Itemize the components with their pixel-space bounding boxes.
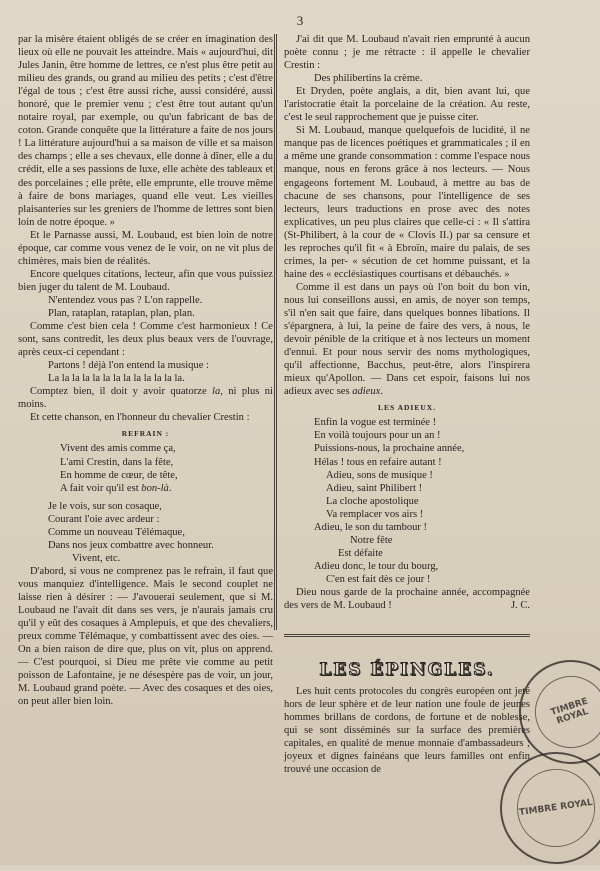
- paragraph: [18, 385, 273, 411]
- refrain-line: [18, 482, 273, 495]
- stamp-text: TIMBRE ROYAL: [549, 696, 590, 727]
- refrain-line: L'ami Crestin, dans la fête,: [60, 456, 174, 468]
- stamp-inner-ring: [512, 764, 600, 852]
- text-run: Dieu nous garde de la prochaine année, accompagnée des vers de M. Loubaud !: [284, 586, 530, 612]
- text-run: .: [380, 386, 383, 398]
- adieux-line: Adieu, le son du tambour !: [314, 521, 428, 533]
- stamp-inner-ring: [526, 667, 600, 758]
- song-line: Comme un nouveau Télémaque,: [48, 526, 185, 538]
- paragraph: D'abord, si vous ne comprenez pas le refrain, il faut que vous manquiez d'intelligence. Mais le second couplet ne laisse rien à désirer : — J'avouerai seulement, que si M. Loubaud ne l'avait dit dans ses vers, je n'aurais jamais cru qu'il y eût des cosaques à Amplepuis, et que des chevaliers, preux comme Télémaque, y combattissent avec des oies. — On a bien raison de dire que, plus on vit, plus on apprend. — C'est pourquoi, si Dieu me prête vie comme au petit poisson de Lafontaine, je ne désespère pas de voir, un jour, M. Loubaud grand poète. — Avec des cosaques et des oies, on peut aller bien loin.: [18, 565, 273, 708]
- refrain-line: Vivent des amis comme ça,: [60, 443, 176, 455]
- verse-line: La la la la la la la la la la la la la.: [48, 373, 185, 385]
- song-line: Je le vois, sur son cosaque,: [48, 500, 162, 512]
- paragraph: Et cette chanson, en l'honneur du chevalier Crestin :: [30, 412, 250, 424]
- adieux-line: Va remplacer vos airs !: [326, 508, 424, 520]
- paragraph: Encore quelques citations, lecteur, afin que vous puissiez bien juger du talent de M. Loubaud.: [18, 268, 273, 293]
- text-run: .: [168, 482, 172, 494]
- section-rule: [284, 636, 530, 637]
- adieux-line: Est défaite: [338, 547, 383, 559]
- section-heading-block: [284, 660, 530, 680]
- adieux-label: LES ADIEUX.: [377, 403, 437, 413]
- adieux-line: Adieu, saint Philibert !: [326, 482, 423, 494]
- adieux-line: Hélas ! tous en refaire autant !: [314, 456, 442, 468]
- paragraph: par la misère étaient obligés de se créer en imagination des lieux où elle ne pouvait les atteindre. Mais « aujourd'hui, dit Jules Janin, être homme de lettres, ce n'est plus être petit au milieu des grands, ou grand au milieu des petits ; c'est d'être l'égal de tous ; c'est être aussi riche, aussi considéré, aussi honoré, que le premier venu ; c'est être tout autant qu'un notaire royal, par exemple, ou qu'un fabricant de bas de coton. Grande conquête que la littérature a faite de nos jours ! La littérature aujourd'hui a sa maison de ville et sa maison des champs ; elle a ses chevaux, elle donne à dîner, elle a du crédit, elle a ses passions de luxe, elle achète des tableaux et des porcelaines ; elle prête, elle emprunte, elle trouve même à faire de bons mariages, quand elle veut. Les vieilles plaisanteries sur les greniers de l'homme de lettres sont bien loin de notre époque. »: [18, 34, 273, 228]
- stamp-text: TIMBRE ROYAL: [518, 797, 594, 819]
- section-rule: [284, 634, 530, 635]
- song-end: Vivent, etc.: [72, 552, 121, 564]
- verse-line: Des philibertins la crème.: [314, 73, 423, 85]
- column-rule: [276, 34, 277, 630]
- adieux-line: Adieu donc, le tour du bourg,: [314, 560, 439, 572]
- text-run: A fait voir qu'il est: [60, 482, 142, 494]
- adieux-line: C'en est fait dès ce jour !: [326, 573, 431, 585]
- section-heading: LES ÉPINGLES.: [319, 660, 495, 680]
- paragraph: Les huit cents protocoles du congrès européen ont jeté hors de leur sphère et de leur nation une foule de jeunes hommes brillans de cordons, de fortune et de noblesse, qui se sont disséminés sur la surface des premières capitales, en qualité de menue monnaie d'ambassadeurs ; joyeux et dignes fainéans que leurs familles ont enfin trouvé une occasion de: [284, 686, 530, 776]
- paragraph: J'ai dit que M. Loubaud n'avait rien emprunté à aucun poète connu ; je me rétracte : il appelle le chevalier Crestin :: [284, 34, 530, 72]
- text-run: Comptez bien, il doit y avoir quatorze: [30, 386, 213, 398]
- emphasis: adieux: [352, 386, 381, 398]
- verse-line: Partons ! déjà l'on entend la musique :: [48, 360, 209, 372]
- paragraph: Et Dryden, poète anglais, a dit, bien avant lui, que l'aristocratie était la porcelaine de la création. Au reste, c'est le seul rapprochement que je puisse citer.: [284, 86, 530, 124]
- verse-line: Plan, rataplan, rataplan, plan, plan.: [48, 307, 195, 319]
- paragraph: Et le Parnasse aussi, M. Loubaud, est bien loin de notre époque, car comme vous venez de le voir, on ne vit plus de chimères, mais bien de réalités.: [18, 229, 273, 267]
- refrain-line: En homme de cœur, de tête,: [60, 469, 178, 481]
- signature: J. C.: [510, 600, 530, 612]
- song-line: Courant l'oie avec ardeur :: [48, 513, 160, 525]
- emphasis: la: [212, 386, 221, 398]
- page-number: 3: [296, 13, 304, 28]
- adieux-line: Enfin la vogue est terminée !: [314, 417, 437, 429]
- verse-line: N'entendez vous pas ? L'on rappelle.: [48, 294, 203, 306]
- adieux-line: Adieu, sons de musique !: [326, 469, 433, 481]
- text-run: Comme il est dans un pays où l'on boit du bon vin, nous lui conseillons aussi, en amis, de noyer son temps, s'il n'en sait que faire, dans quelques bonnes libations. Il s'épargnera, à lui, la peine de faire des vers, à nous, le devoir pénible de la critique et à nos lecteurs un moment d'ennui. Et pour nous servir des noms mythologiques, qu'il affectionne, Bacchus, peut-être, alors l'inspirera mieux qu'Apollon. — Dans cet espoir, faisons lui nos adieux avec ses: [284, 281, 530, 398]
- left-column: [18, 33, 273, 708]
- right-column: [284, 33, 530, 612]
- song-line: Dans nos jeux combattre avec honneur.: [48, 539, 214, 551]
- paragraph: Comme c'est bien cela ! Comme c'est harmonieux ! Ce sont, sans contredit, les deux plus beaux vers de l'ouvrage, après ceux-ci cependant :: [18, 321, 273, 359]
- column-rule: [274, 34, 275, 630]
- adieux-line: La cloche apostolique: [326, 495, 419, 507]
- refrain-label: REFRAIN :: [121, 429, 170, 439]
- adieux-line: En voilà toujours pour un an !: [314, 430, 441, 442]
- adieux-line: Puissions-nous, la prochaine année,: [314, 443, 465, 455]
- text-run: , ni plus ni moins.: [18, 386, 273, 411]
- paragraph: [284, 586, 530, 612]
- paragraph: [284, 281, 530, 398]
- adieux-line: Notre fête: [350, 534, 393, 546]
- paragraph: Si M. Loubaud, manque quelquefois de lucidité, il ne manque pas de licences poétiques et grammaticales ; il en a même une grande consommation : comme l'espace nous manque, nous en ferons grâce à nos lecteurs. — Nous engageons fortement M. Loubaud, à mettre au bas de chacune de ses chansons, pour l'intelligence de ses lecteurs, leurs traductions en prose avec des notes explicatives, un peu plus claires que celle-ci : « Il s'attira (St-Philibert, à la cour de « Clovis II.) par sa censure et les reproches qu'il fit « à Ebroïn, maire du palais, de ses crimes, la per- « sécution de cet homme puissant, et la haine des « ecclésiastiques courtisans et débauchés. »: [284, 125, 530, 280]
- section-body: [284, 685, 530, 776]
- emphasis: bon-là: [141, 482, 169, 494]
